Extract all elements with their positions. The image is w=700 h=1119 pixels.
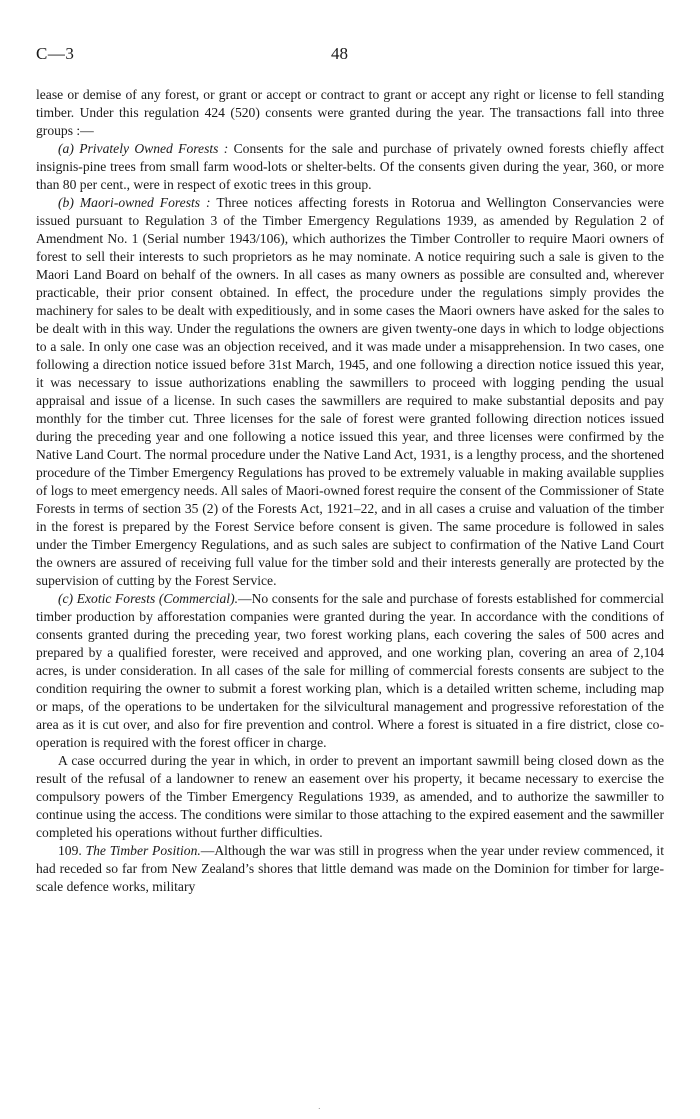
paragraph-exotic-forests-commercial <box>36 590 664 752</box>
page-header <box>36 44 664 68</box>
section-heading: Exotic Forests (Commercial). <box>76 591 239 606</box>
paragraph-timber-position <box>36 842 664 896</box>
paragraph-text: A case occurred during the year in which, in order to prevent an important sawmill being closed down as the result of the refusal of a landowner to renew an easement over his property, it became necessary to exercise the compulsory powers of the Timber Emergency Regulations 1939, as amended, and to authorize the sawmiller to continue using the access. The conditions were similar to those attaching to the expired easement and the sawmiller completed his operations without further difficulties. <box>36 753 664 840</box>
section-heading: Privately Owned Forests : <box>79 141 229 156</box>
paragraph-text: —No consents for the sale and purchase of forests established for commercial timber production by afforestation companies were granted during the year. In accordance with the conditions of consents granted during the preceding year, two forest working plans, each covering the sales of 500 acres and prepared by a qualified forester, were received and approved, and one working plan, covering an area of 2,104 acres, is under consideration. In all cases of the sale for milling of commercial forests consents are subject to the condition requiring the owner to submit a forest working plan, which is a detailed written scheme, including map or maps, of the operations to be undertaken for the silvicultural management and progressive reforestation of the area as it is cut over, and also for fire prevention and control. Where a forest is situated in a fire district, close co-operation is required with the forest officer in charge. <box>36 591 664 750</box>
paragraph-label: (a) <box>58 141 74 156</box>
paragraph-number: 109. <box>58 843 82 858</box>
paragraph-easement-case <box>36 752 664 842</box>
paragraph-text: lease or demise of any forest, or grant or accept or contract to grant or accept any right or license to fell standing timber. Under this regulation 424 (520) consents were granted during the year. The transactions fall into three groups :— <box>36 87 664 138</box>
section-heading: Maori-owned Forests : <box>79 195 211 210</box>
paragraph-label: (c) <box>58 591 74 606</box>
paragraph-text: —Although the war was still in progress when the year under review commenced, it had receded so far from New Zealand’s shores that little demand was made on the Dominion for timber for large-scale defence works, military <box>36 843 664 894</box>
paragraph-label: (b) <box>58 195 74 210</box>
paragraph-maori-owned-forests <box>36 194 664 590</box>
paragraph-continuation <box>36 86 664 140</box>
body-text <box>36 86 664 896</box>
paragraph-text: Consents for the sale and purchase of privately owned forests chiefly affect insignis-pine trees from small farm wood-lots or shelter-belts. Of the consents given during the year, 360, or more than 80 per cent., were in respect of exotic trees in this group. <box>36 141 665 192</box>
page-footer-mark: . <box>318 1102 321 1111</box>
paragraph-privately-owned-forests <box>36 140 664 194</box>
page-number: 48 <box>331 44 348 63</box>
paragraph-text: Three notices affecting forests in Rotorua and Wellington Conservancies were issued pursuant to Regulation 3 of the Timber Emergency Regulations 1939, as amended by Regulation 2 of Amendment No. 1 (Serial number 1943/106), which authorizes the Timber Controller to require Maori owners of forest to sell their interests to such proprietors as he may nominate. A notice requiring such a sale is given to the Maori Land Board on behalf of the owners. In all cases as many owners as possible are consulted and, wherever practicable, their prior consent obtained. In effect, the procedure under the regulations simply provides the machinery for sales to be dealt with expeditiously, and in some cases the Maori owners have asked for the sales to be dealt with in this way. Under the regulations the owners are given twenty-one days in which to lodge objections to a sale. In only one case was an objection received, and it was made under a misapprehension. In two cases, one following a direction notice issued before 31st March, 1945, and one following a direction notice issued this year, it was necessary to issue authorizations enabling the sawmillers to proceed with logging pending the usual appraisal and issue of a license. In such cases the sawmillers are required to make substantial deposits and pay monthly for the timber cut. Three licenses for the sale of forest were granted following direction notices issued during the preceding year and one following a notice issued this year, and three licenses were confirmed by the Native Land Court. The normal procedure under the Native Land Act, 1931, is a lengthy process, and the shortened procedure of the Timber Emergency Regulations has proved to be extremely valuable in making available supplies of logs to meet emergency needs. All sales of Maori-owned forest require the consent of the Commissioner of State Forests in terms of section 35 (2) of the Forests Act, 1921–22, and in all cases a cruise and valuation of the timber in the forest is prepared by the Forest Service before consent is given. The same procedure is followed in sales under the Timber Emergency Regulations, and as such sales are subject to confirmation of the Native Land Court the owners are assured of receiving full value for the timber sold and their interests generally are protected by the supervision of cutting by the Forest Service. <box>36 195 665 588</box>
section-heading: The Timber Position. <box>85 843 201 858</box>
document-reference: C—3 <box>36 44 75 63</box>
